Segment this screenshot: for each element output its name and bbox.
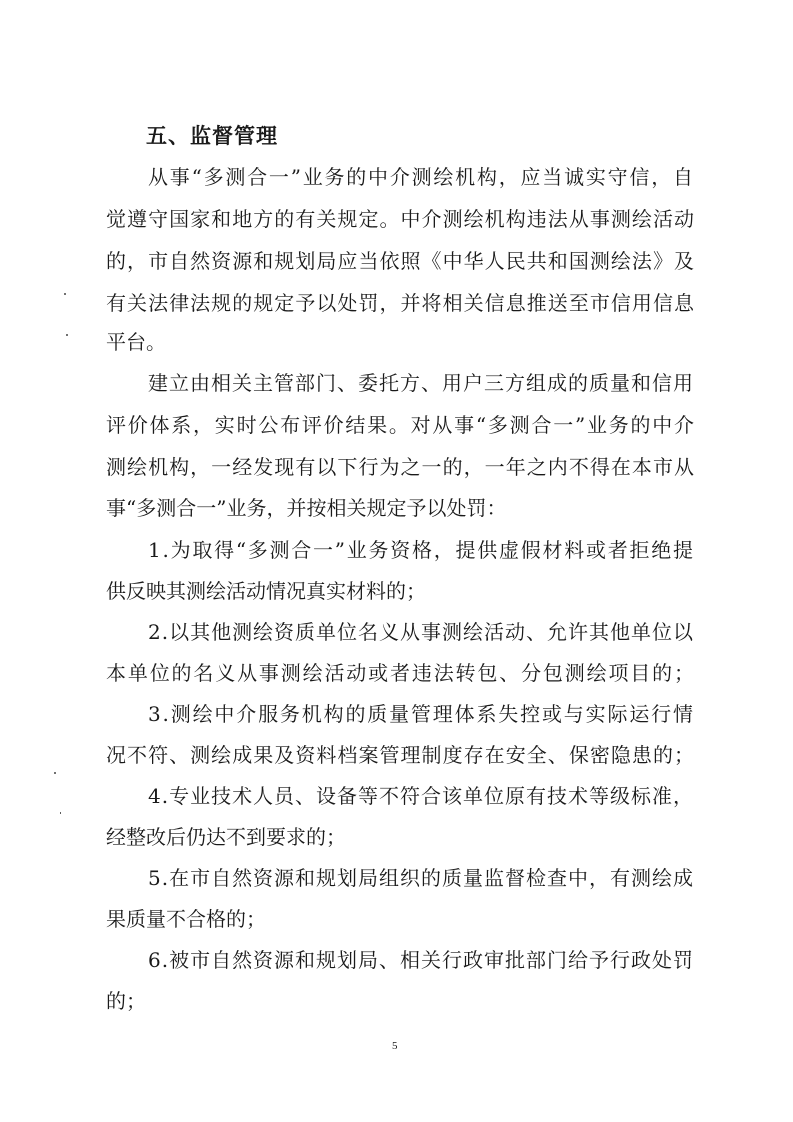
list-item-line: 2.以其他测绘资质单位名义从事测绘活动、允许其他单位以 — [148, 620, 694, 644]
paragraph-line: 平台。 — [106, 330, 166, 354]
list-item-line: 6.被市自然资源和规划局、相关行政审批部门给予行政处罚 — [148, 948, 694, 972]
paragraph-line: 从事“多测合一”业务的中介测绘机构，应当诚实守信，自 — [148, 165, 695, 189]
list-item-line: 4.专业技术人员、设备等不符合该单位原有技术等级标准， — [148, 784, 694, 808]
list-item-line: 果质量不合格的； — [106, 907, 266, 931]
section-heading: 五、监督管理 — [146, 124, 278, 148]
paragraph-line: 建立由相关主管部门、委托方、用户三方组成的质量和信用 — [148, 371, 694, 395]
list-item-line: 5.在市自然资源和规划局组织的质量监督检查中，有测绘成 — [148, 866, 694, 890]
paragraph-line: 有关法律法规的规定予以处罚，并将相关信息推送至市信用信息 — [106, 291, 696, 315]
scan-speck — [54, 772, 56, 774]
scan-speck — [64, 293, 66, 295]
list-item-line: 1.为取得“多测合一”业务资格，提供虚假材料或者拒绝提 — [148, 538, 695, 562]
scan-speck — [60, 812, 61, 814]
paragraph-line: 评价体系，实时公布评价结果。对从事“多测合一”业务的中介 — [106, 413, 696, 437]
list-item-line: 经整改后仍达不到要求的； — [106, 825, 346, 849]
list-item-line: 供反映其测绘活动情况真实材料的； — [106, 579, 426, 603]
paragraph-line: 的，市自然资源和规划局应当依照《中华人民共和国测绘法》及 — [106, 249, 696, 273]
page-number: 5 — [392, 1040, 398, 1052]
paragraph-line: 觉遵守国家和地方的有关规定。中介测绘机构违法从事测绘活动 — [106, 207, 696, 231]
paragraph-line: 测绘机构，一经发现有以下行为之一的，一年之内不得在本市从 — [106, 455, 696, 479]
paragraph-line: 事“多测合一”业务，并按相关规定予以处罚： — [106, 496, 507, 520]
list-item-line: 的； — [106, 989, 146, 1013]
list-item-line: 况不符、测绘成果及资料档案管理制度存在安全、保密隐患的； — [106, 743, 696, 767]
list-item-line: 本单位的名义从事测绘活动或者违法转包、分包测绘项目的； — [106, 661, 696, 685]
scan-speck — [66, 334, 68, 336]
list-item-line: 3.测绘中介服务机构的质量管理体系失控或与实际运行情 — [148, 702, 695, 726]
